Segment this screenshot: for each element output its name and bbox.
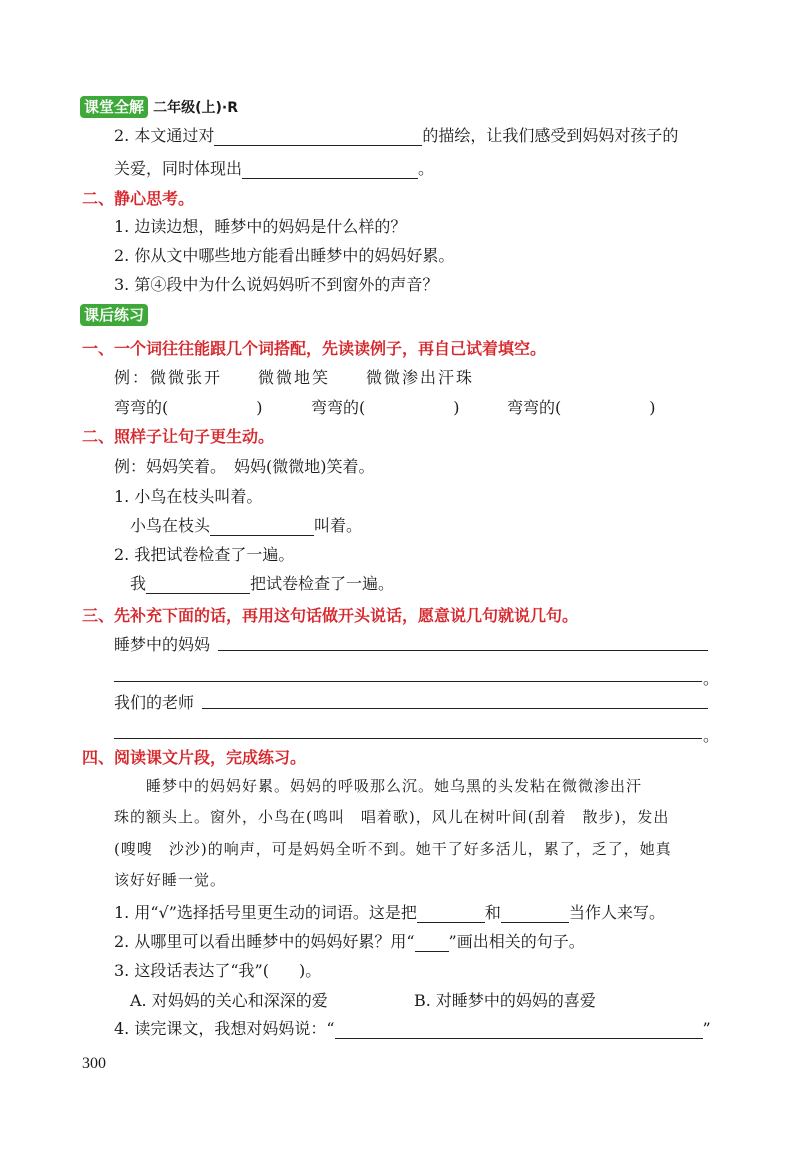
- ex3-heading: 三、先补充下面的话，再用这句话做开头说话，愿意说几句就说几句。: [82, 606, 579, 625]
- passage-line2: 珠的额头上。窗外，小鸟在(鸣叫 唱着歌)，风儿在树叶间(刮着 散步)，发出: [114, 808, 670, 826]
- after-class-badge-wrap: [80, 304, 148, 326]
- passage-line3: (嗖嗖 沙沙)的响声，可是妈妈全听不到。她干了好多活儿，累了，乏了，她真: [114, 840, 672, 858]
- ex1-example: 例：微微张开 微微地笑 微微渗出汗珠: [114, 368, 475, 387]
- ex4-q3: 3. 这段话表达了“我”( )。: [114, 961, 322, 980]
- ex3-line2-blank[interactable]: [202, 708, 708, 709]
- answer-blank[interactable]: [210, 517, 314, 536]
- ex1-heading: 一、一个词往往能跟几个词搭配，先读读例子，再自己试着填空。: [82, 339, 547, 358]
- ex4-optA: A. 对妈妈的关心和深深的爱: [130, 991, 328, 1010]
- ex3-line1-label: 睡梦中的妈妈: [114, 635, 211, 654]
- think-heading: 二、静心思考。: [82, 189, 195, 208]
- ex1-blank-1: 弯弯的( ): [114, 398, 263, 417]
- answer-blank[interactable]: [214, 127, 422, 146]
- ex4-q4: 4. 读完课文，我想对妈妈说：“ ”: [114, 1019, 711, 1038]
- ex3-line2-end: 。: [703, 726, 720, 745]
- ex3-line2-blank2[interactable]: [114, 738, 702, 739]
- underline-sample: [415, 937, 449, 952]
- ex2-q1: 1. 小鸟在枝头叫着。: [114, 487, 263, 506]
- answer-blank[interactable]: [242, 160, 418, 179]
- answer-blank[interactable]: [335, 1020, 703, 1039]
- header: [80, 96, 238, 118]
- ex4-q2: 2. 从哪里可以看出睡梦中的妈妈好累？用“ ”画出相关的句子。: [114, 932, 585, 951]
- ex4-optB: B. 对睡梦中的妈妈的喜爱: [414, 991, 596, 1010]
- ex3-line2-label: 我们的老师: [114, 693, 195, 712]
- prev-q2-line1: 2. 本文通过对 的描绘，让我们感受到妈妈对孩子的: [114, 126, 679, 145]
- ex4-q1: 1. 用“√”选择括号里更生动的词语。这是把 和 当作人来写。: [114, 903, 665, 922]
- ex2-q2-answer: 我 把试卷检查了一遍。: [130, 574, 395, 593]
- ex1-blank-3: 弯弯的( ): [507, 398, 656, 417]
- ex4-heading: 四、阅读课文片段，完成练习。: [82, 748, 307, 767]
- passage-line1: 睡梦中的妈妈好累。妈妈的呼吸那么沉。她乌黑的头发粘在微微渗出汗: [146, 777, 643, 795]
- answer-blank[interactable]: [417, 904, 485, 923]
- think-q1: 1. 边读边想，睡梦中的妈妈是什么样的？: [114, 217, 407, 236]
- ex3-line1-end: 。: [703, 669, 720, 688]
- ex1-blank-2: 弯弯的( ): [311, 398, 460, 417]
- ex3-line1-blank[interactable]: [218, 650, 708, 651]
- ex2-q1-answer: 小鸟在枝头 叫着。: [130, 516, 363, 535]
- think-q3: 3. 第④段中为什么说妈妈听不到窗外的声音？: [114, 275, 439, 294]
- passage-line4: 该好好睡一觉。: [114, 871, 227, 889]
- ex2-heading: 二、照样子让句子更生动。: [82, 427, 275, 446]
- think-q2: 2. 你从文中哪些地方能看出睡梦中的妈妈好累。: [114, 246, 455, 265]
- answer-blank[interactable]: [146, 575, 250, 594]
- ex3-line1-blank2[interactable]: [114, 681, 702, 682]
- after-class-badge: 课后练习: [80, 304, 148, 326]
- grade-label: 二年级(上)·R: [153, 100, 239, 116]
- ex2-q2: 2. 我把试卷检查了一遍。: [114, 545, 295, 564]
- section-badge: 课堂全解: [80, 96, 148, 118]
- answer-blank[interactable]: [501, 904, 569, 923]
- page-number: 300: [82, 1055, 106, 1072]
- ex2-example: 例：妈妈笑着。 妈妈(微微地)笑着。: [114, 457, 375, 476]
- prev-q2-line2: 关爱，同时体现出 。: [114, 159, 435, 178]
